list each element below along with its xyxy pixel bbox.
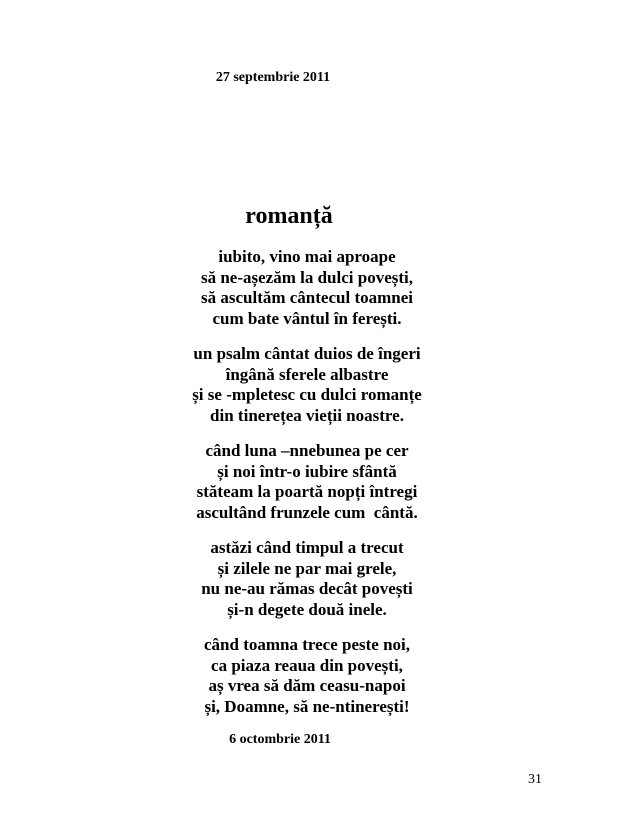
stanza-1 [0, 247, 630, 329]
poem-line: ca piaza reaua din povești, [211, 655, 403, 675]
poem-line: și-n degete două inele. [227, 599, 387, 619]
poem-line: să ascultăm cânteсul toamnei [200, 288, 413, 307]
poem-line: îngână sferele albastre [225, 364, 389, 384]
poem-line: aș vrea să dăm ceasu-napoi [208, 676, 406, 695]
poem-line: să ne-așezăm la dulci povești, [200, 267, 414, 287]
poem-line: cum bate vântul în ferești. [212, 308, 402, 328]
page-number: 31 [528, 772, 542, 787]
poem-line: ascultând frunzele cum cântă. [196, 502, 418, 522]
poem-line: și zilele ne par mai grele, [217, 558, 397, 578]
poem-line: și, Doamne, să ne-ntinerești! [204, 696, 410, 716]
poem-line: și noi într-o iubire sfântă [217, 461, 397, 481]
poem-line: din tinerețea vieții noastre. [210, 405, 404, 425]
footer-date: 6 octombrie 2011 [229, 732, 331, 747]
poem-line: stăteam la poartă nopți întregi [196, 482, 418, 501]
poem-line: și se -mpletesc cu dulci romanțe [192, 385, 422, 404]
stanza-5 [0, 635, 630, 717]
poem-line: când toamna trece peste noi, [203, 635, 411, 654]
stanza-2 [0, 344, 630, 426]
poem-line: iubito, vino mai aproape [218, 247, 396, 266]
poem-line: astăzi când timpul a trecut [210, 538, 404, 557]
stanza-4 [0, 538, 630, 620]
stanza-3 [0, 441, 630, 523]
poem-line: nu ne-au rămas decât povești [201, 579, 413, 598]
poem-line: când luna –nnebunea pe cer [205, 441, 409, 460]
poem-body [0, 247, 630, 732]
header-date: 27 septembrie 2011 [215, 70, 331, 85]
poem-line: un psalm cântat duios de îngeri [193, 344, 421, 363]
poem-title: romanță [245, 203, 333, 229]
